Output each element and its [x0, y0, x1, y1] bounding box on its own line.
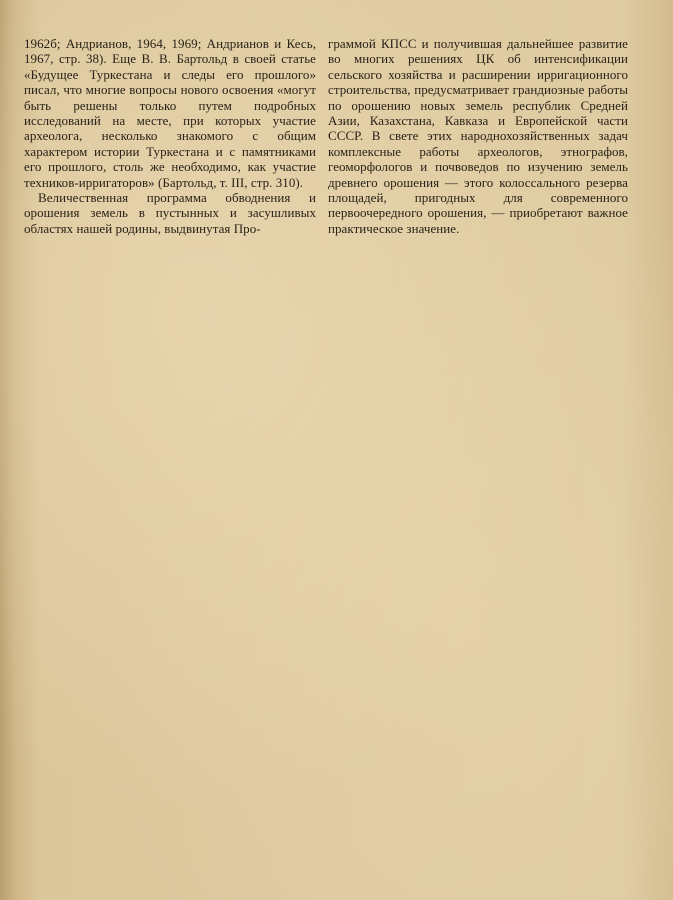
left-paragraph-1: 1962б; Андрианов, 1964, 1969; Андрианов и Кесь, 1967, стр. 38). Еще В. В. Бартольд в своей статье «Будущее Туркестана и следы его прошлого» писал, что многие вопросы нового освоения «могут быть решены только путем подробных исследований на месте, при которых участие археолога, несколько знакомого с общим характером истории Туркестана и с памятниками его прошлого, столь же необходимо, как участие техников-ирригаторов» (Бартольд, т. III, стр. 310).: [24, 36, 316, 190]
right-paragraph-1: граммой КПСС и получившая дальнейшее развитие во многих решениях ЦК об интенсификации сельского хозяйства и расширении ирригационного строительства, предусматривает грандиозные работы по орошению новых земель республик Средней Азии, Казахстана, Кавказа и Европейской части СССР. В свете этих народнохозяйственных задач комплексные работы археологов, этнографов, геоморфологов и почвоведов по изучению земель древнего орошения — этого колоссального резерва площадей, пригодных для современного первоочередного орошения, — приобретают важное практическое значение.: [328, 36, 628, 236]
right-text-column: [328, 36, 628, 236]
left-text-column: [24, 36, 316, 236]
left-paragraph-2: Величественная программа обводнения и орошения земель в пустынных и засушливых областях нашей родины, выдвинутая Про-: [24, 190, 316, 236]
